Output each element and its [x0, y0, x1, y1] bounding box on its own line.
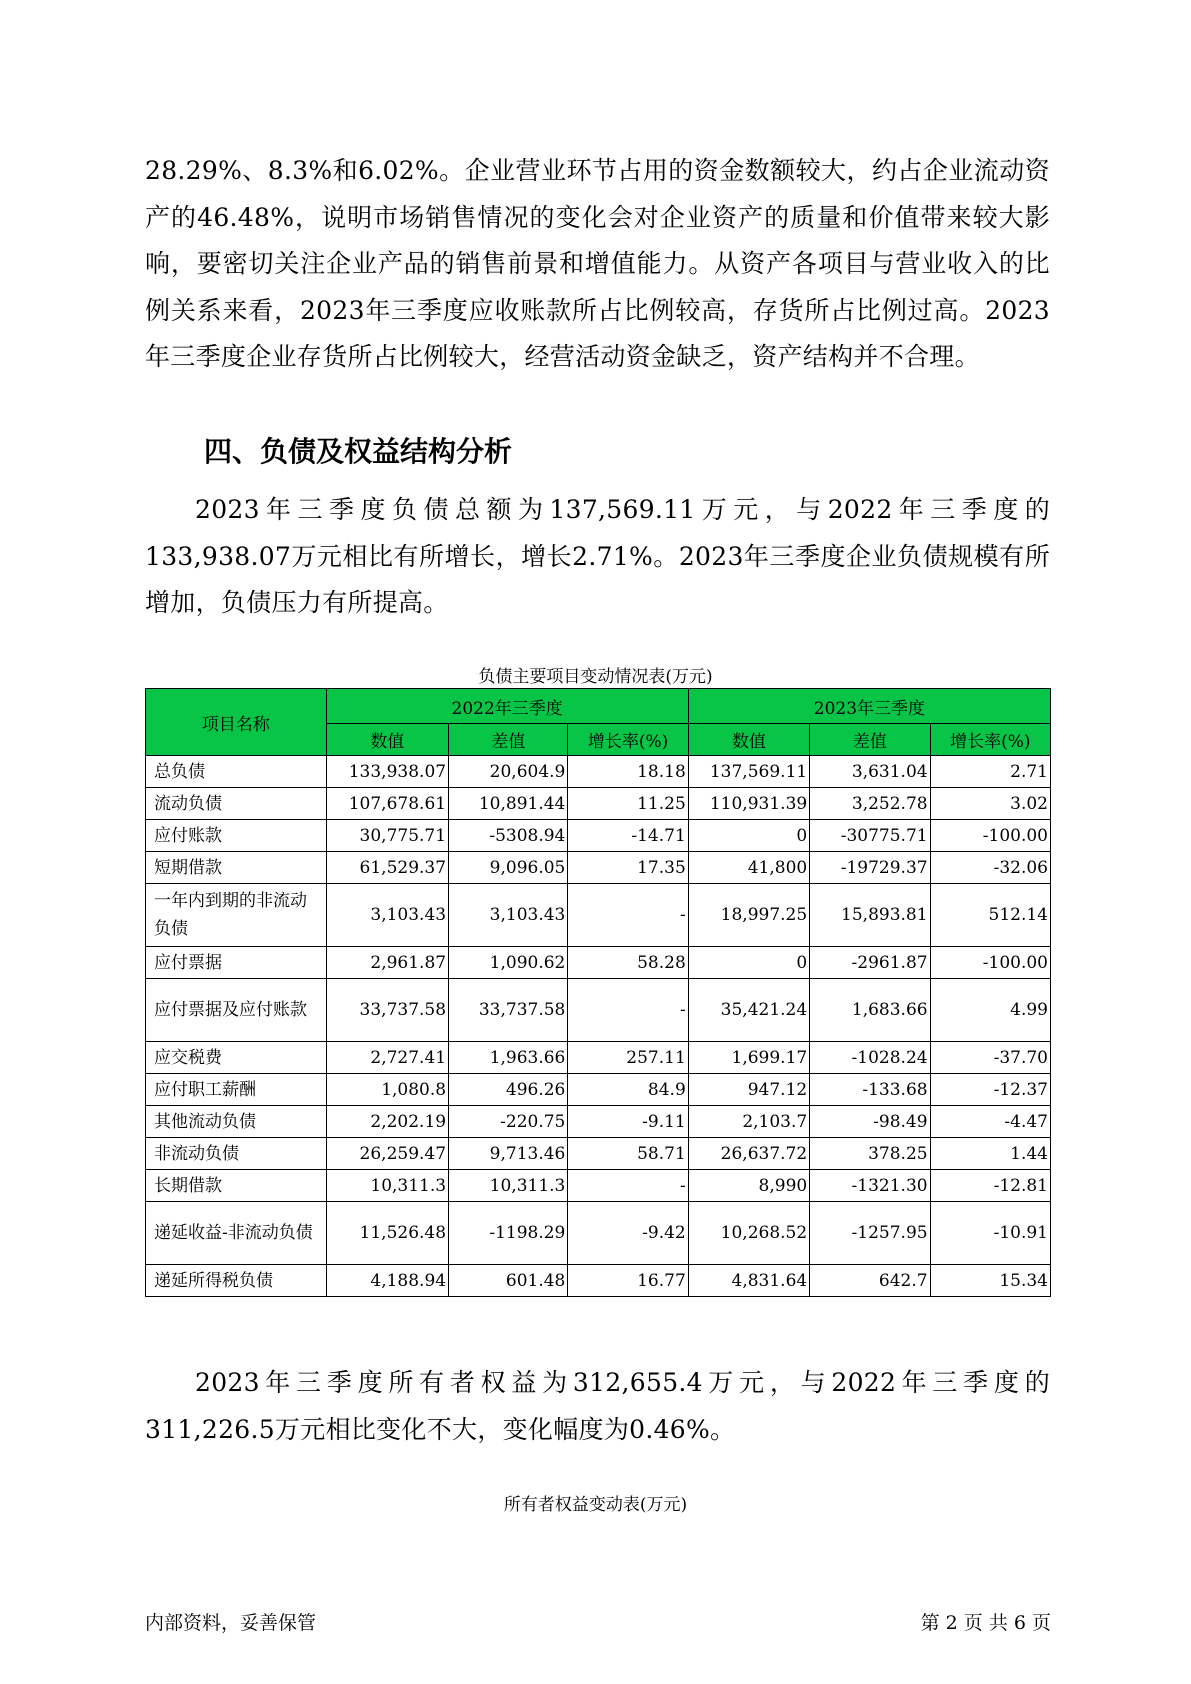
paragraph-equity: 2023年三季度所有者权益为312,655.4万元，与2022年三季度的311,226.5万元相比变化不大，变化幅度为0.46%。: [145, 1368, 1050, 1444]
row-value-cell: 2,727.41: [326, 1042, 449, 1074]
row-value-cell: -14.71: [568, 820, 688, 852]
row-value-cell: 26,259.47: [326, 1138, 449, 1170]
table-caption-equity: 所有者权益变动表(万元): [503, 1495, 688, 1515]
row-value-cell: -30775.71: [810, 820, 930, 852]
section-heading: 四、负债及权益结构分析: [204, 435, 513, 468]
row-value-cell: 137,569.11: [688, 756, 809, 788]
row-value-cell: -100.00: [930, 820, 1050, 852]
table-row: [146, 1106, 1051, 1138]
row-item-name: 非流动负债: [146, 1138, 327, 1170]
row-item-name: 应付账款: [146, 820, 327, 852]
header-sub: 差值: [810, 724, 930, 756]
row-value-cell: 33,737.58: [449, 979, 568, 1042]
row-value-cell: -37.70: [930, 1042, 1050, 1074]
paragraph-liabilities: 2023年三季度负债总额为137,569.11万元，与2022年三季度的133,938.07万元相比有所增长，增长2.71%。2023年三季度企业负债规模有所增加，负债压力有所提高。: [145, 495, 1050, 617]
table-row: [146, 1170, 1051, 1202]
row-value-cell: 4.99: [930, 979, 1050, 1042]
row-value-cell: -19729.37: [810, 852, 930, 884]
liabilities-table-body: [146, 756, 1051, 1297]
row-value-cell: -220.75: [449, 1106, 568, 1138]
table-row: [146, 852, 1051, 884]
table-row: [146, 788, 1051, 820]
row-value-cell: 2,103.7: [688, 1106, 809, 1138]
row-value-cell: 84.9: [568, 1074, 688, 1106]
row-value-cell: 642.7: [810, 1265, 930, 1297]
row-value-cell: 20,604.9: [449, 756, 568, 788]
row-item-name: 应付职工薪酬: [146, 1074, 327, 1106]
row-value-cell: -4.47: [930, 1106, 1050, 1138]
row-value-cell: -9.11: [568, 1106, 688, 1138]
row-value-cell: 257.11: [568, 1042, 688, 1074]
row-item-name: 短期借款: [146, 852, 327, 884]
row-value-cell: 512.14: [930, 884, 1050, 947]
row-value-cell: 3,631.04: [810, 756, 930, 788]
row-value-cell: 133,938.07: [326, 756, 449, 788]
row-value-cell: 10,311.3: [326, 1170, 449, 1202]
row-value-cell: 947.12: [688, 1074, 809, 1106]
header-group-2023: 2023年三季度: [688, 689, 1050, 724]
table-row: [146, 947, 1051, 979]
row-value-cell: 496.26: [449, 1074, 568, 1106]
row-value-cell: 18,997.25: [688, 884, 809, 947]
row-value-cell: 3,103.43: [326, 884, 449, 947]
table-row: [146, 1138, 1051, 1170]
table-row: [146, 884, 1051, 947]
row-value-cell: -9.42: [568, 1202, 688, 1265]
row-value-cell: -1257.95: [810, 1202, 930, 1265]
row-item-name: 递延收益-非流动负债: [146, 1202, 327, 1265]
row-value-cell: 107,678.61: [326, 788, 449, 820]
row-item-name: 应付票据: [146, 947, 327, 979]
footer-confidential: 内部资料，妥善保管: [145, 1612, 317, 1634]
row-value-cell: 1,683.66: [810, 979, 930, 1042]
row-value-cell: 9,096.05: [449, 852, 568, 884]
row-value-cell: -: [568, 979, 688, 1042]
row-value-cell: -32.06: [930, 852, 1050, 884]
row-value-cell: 17.35: [568, 852, 688, 884]
row-value-cell: 2.71: [930, 756, 1050, 788]
table-row: [146, 1042, 1051, 1074]
row-value-cell: 1,080.8: [326, 1074, 449, 1106]
liabilities-table: [145, 688, 1051, 1297]
row-value-cell: 61,529.37: [326, 852, 449, 884]
row-value-cell: -100.00: [930, 947, 1050, 979]
row-item-name: 应交税费: [146, 1042, 327, 1074]
paragraph-asset-structure: 28.29%、8.3%和6.02%。企业营业环节占用的资金数额较大，约占企业流动资产的46.48%，说明市场销售情况的变化会对企业资产的质量和价值带来较大影响，要密切关注企业产品的销售前景和增值能力。从资产各项目与营业收入的比例关系来看，2023年三季度应收账款所占比例较高，存货所占比例过高。2023年三季度企业存货所占比例较大，经营活动资金缺乏，资产结构并不合理。: [145, 156, 1050, 371]
table-row: [146, 1265, 1051, 1297]
row-value-cell: 4,188.94: [326, 1265, 449, 1297]
row-value-cell: 11,526.48: [326, 1202, 449, 1265]
row-value-cell: 16.77: [568, 1265, 688, 1297]
row-value-cell: -98.49: [810, 1106, 930, 1138]
row-value-cell: -1028.24: [810, 1042, 930, 1074]
header-item-name: 项目名称: [146, 689, 327, 756]
row-value-cell: 11.25: [568, 788, 688, 820]
row-item-name: 流动负债: [146, 788, 327, 820]
row-item-name: 总负债: [146, 756, 327, 788]
row-item-name: 递延所得税负债: [146, 1265, 327, 1297]
row-value-cell: 1,963.66: [449, 1042, 568, 1074]
row-value-cell: 3,103.43: [449, 884, 568, 947]
table-row: [146, 1202, 1051, 1265]
row-value-cell: 58.28: [568, 947, 688, 979]
row-value-cell: 10,311.3: [449, 1170, 568, 1202]
row-value-cell: 10,891.44: [449, 788, 568, 820]
row-value-cell: -133.68: [810, 1074, 930, 1106]
row-item-name: 长期借款: [146, 1170, 327, 1202]
table-row: [146, 756, 1051, 788]
row-value-cell: -: [568, 1170, 688, 1202]
header-sub: 增长率(%): [930, 724, 1050, 756]
row-value-cell: 30,775.71: [326, 820, 449, 852]
table-row: [146, 1074, 1051, 1106]
row-value-cell: -1321.30: [810, 1170, 930, 1202]
row-value-cell: 3,252.78: [810, 788, 930, 820]
header-sub: 差值: [449, 724, 568, 756]
row-value-cell: -: [568, 884, 688, 947]
header-group-2022: 2022年三季度: [326, 689, 688, 724]
row-value-cell: 1,090.62: [449, 947, 568, 979]
row-value-cell: 4,831.64: [688, 1265, 809, 1297]
row-value-cell: -12.81: [930, 1170, 1050, 1202]
header-sub: 数值: [688, 724, 809, 756]
row-value-cell: 26,637.72: [688, 1138, 809, 1170]
footer-page-number: 第 2 页 共 6 页: [920, 1612, 1051, 1634]
row-value-cell: -12.37: [930, 1074, 1050, 1106]
row-value-cell: 3.02: [930, 788, 1050, 820]
row-value-cell: 2,961.87: [326, 947, 449, 979]
row-value-cell: 0: [688, 947, 809, 979]
row-value-cell: 8,990: [688, 1170, 809, 1202]
row-value-cell: 378.25: [810, 1138, 930, 1170]
row-value-cell: 41,800: [688, 852, 809, 884]
row-value-cell: -1198.29: [449, 1202, 568, 1265]
row-value-cell: 110,931.39: [688, 788, 809, 820]
row-value-cell: 15.34: [930, 1265, 1050, 1297]
row-value-cell: 2,202.19: [326, 1106, 449, 1138]
row-value-cell: 9,713.46: [449, 1138, 568, 1170]
row-item-name: 一年内到期的非流动负债: [146, 884, 327, 947]
row-value-cell: 10,268.52: [688, 1202, 809, 1265]
row-value-cell: 1.44: [930, 1138, 1050, 1170]
row-value-cell: 58.71: [568, 1138, 688, 1170]
row-value-cell: 35,421.24: [688, 979, 809, 1042]
table-row: [146, 979, 1051, 1042]
row-value-cell: 1,699.17: [688, 1042, 809, 1074]
row-value-cell: -10.91: [930, 1202, 1050, 1265]
row-value-cell: 0: [688, 820, 809, 852]
row-value-cell: 18.18: [568, 756, 688, 788]
header-sub: 数值: [326, 724, 449, 756]
row-item-name: 应付票据及应付账款: [146, 979, 327, 1042]
row-item-name: 其他流动负债: [146, 1106, 327, 1138]
row-value-cell: 601.48: [449, 1265, 568, 1297]
row-value-cell: 33,737.58: [326, 979, 449, 1042]
row-value-cell: -2961.87: [810, 947, 930, 979]
row-value-cell: -5308.94: [449, 820, 568, 852]
row-value-cell: 15,893.81: [810, 884, 930, 947]
table-row: [146, 820, 1051, 852]
table-caption-liabilities: 负债主要项目变动情况表(万元): [478, 667, 713, 687]
header-sub: 增长率(%): [568, 724, 688, 756]
